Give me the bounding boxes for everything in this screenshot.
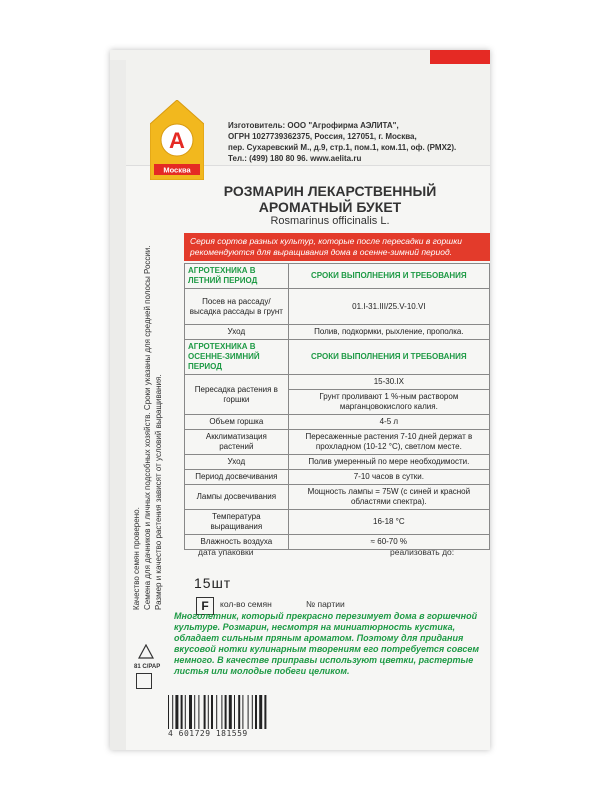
maker-line: пер. Сухаревский М., д.9, стр.1, пом.1, ком.11, оф. (РМХ2).	[228, 143, 457, 152]
barcode-bar	[248, 695, 249, 729]
summer-header: АГРОТЕХНИКА В ЛЕТНИЙ ПЕРИОД	[185, 264, 289, 289]
transplant-note: Грунт проливают 1 %-ным раствором марганцовокислого калия.	[288, 390, 489, 415]
pot-value: 4-5 л	[288, 415, 489, 430]
barcode-number: 4 601729 181559	[168, 729, 248, 738]
maker-line: Изготовитель: ООО "Агрофирма АЭЛИТА",	[228, 121, 399, 130]
maker-line: Тел.: (499) 180 80 96. www.aelita.ru	[228, 154, 362, 163]
barcode-bar	[185, 695, 186, 729]
agrotech-table	[184, 263, 490, 550]
barcode-bar	[234, 695, 235, 729]
barcode-bar	[229, 695, 232, 729]
side-text-seeds: Семена для дачников и личных подсобных хозяйств. Сроки указаны для средней полосы России.	[143, 245, 152, 610]
terms-header: СРОКИ ВЫПОЛНЕНИЯ И ТРЕБОВАНИЯ	[288, 264, 489, 289]
red-corner-strip	[430, 50, 490, 64]
barcode-bar	[264, 695, 266, 729]
latin-name: Rosmarinus officinalis L.	[270, 215, 390, 227]
batch-label: № партии	[306, 599, 345, 609]
barcode-bar	[189, 695, 192, 729]
humid-value: ≈ 60-70 %	[288, 535, 489, 550]
f-mark-icon: F	[196, 597, 214, 615]
title-line-1: РОЗМАРИН ЛЕКАРСТВЕННЫЙ	[223, 183, 437, 199]
seed-packet	[110, 50, 490, 750]
terms-header-2: СРОКИ ВЫПОЛНЕНИЯ И ТРЕБОВАНИЯ	[288, 340, 489, 375]
care-label: Уход	[185, 325, 289, 340]
care2-label: Уход	[185, 455, 289, 470]
brand-logo	[150, 100, 204, 180]
pot-label: Объем горшка	[185, 415, 289, 430]
pack-date-label: дата упаковки	[198, 547, 254, 557]
temp-label: Температура выращивания	[185, 510, 289, 535]
product-description: Многолетник, который прекрасно перезимует дома в горшечной культуре. Розмарин, несмотря на миниатюрность кустика, обладает сильным пряным ароматом. Поэтому для придания вкусовой нотки кулинарным творениям его потребуется совсем немного. В качестве приправы используют цветки, растертые листья или молодые побеги целиком.	[174, 611, 480, 676]
barcode-bar	[255, 695, 257, 729]
barcode-bar	[242, 695, 243, 729]
acclim-value: Пересаженные растения 7-10 дней держат в прохладном (10-12 °С), светлом месте.	[288, 430, 489, 455]
barcode-bar	[211, 695, 213, 729]
barcode-bar	[216, 695, 217, 729]
seed-count-label: кол-во семян	[220, 599, 272, 609]
barcode-icon	[166, 695, 284, 729]
recycle-icon	[138, 644, 154, 660]
side-strip	[110, 60, 126, 750]
lamp-value: Мощность лампы = 75W (с синей и красной областями спектра).	[288, 485, 489, 510]
series-note: Серия сортов разных культур, которые после пересадки в горшки рекомендуются для выращивания дома в осенне-зимний период.	[184, 233, 490, 261]
barcode-bar	[225, 695, 227, 729]
recycle-code: 81 C/PAP	[134, 664, 161, 670]
barcode-bar	[175, 695, 178, 729]
care2-value: Полив умеренный по мере необходимости.	[288, 455, 489, 470]
sowing-label: Посев на рассаду/ высадка рассады в грунт	[185, 289, 289, 325]
transplant-dates: 15-30.IX	[288, 375, 489, 390]
maker-line: ОГРН 1027739362375, Россия, 127051, г. Москва,	[228, 132, 417, 141]
transplant-label: Пересадка растения в горшки	[185, 375, 289, 415]
sell-by-label: реализовать до:	[390, 547, 455, 557]
care-value: Полив, подкормки, рыхление, прополка.	[288, 325, 489, 340]
barcode-bar	[208, 695, 209, 729]
barcode-bar	[238, 695, 240, 729]
barcode-bar	[168, 695, 169, 729]
product-title	[170, 183, 490, 215]
side-text-size: Размер и качество растения зависят от условий выращивания.	[154, 374, 163, 610]
barcode-bar	[194, 695, 195, 729]
manufacturer-info	[228, 120, 478, 164]
barcode-bar	[172, 695, 173, 729]
sowing-value: 01.I-31.III/25.V-10.VI	[288, 289, 489, 325]
seed-quantity: 15шт	[194, 575, 232, 591]
logo-city: Москва	[163, 165, 191, 175]
barcode-bar	[221, 695, 222, 729]
logo-letter: А	[169, 128, 185, 153]
lamp-label: Лампы досвечивания	[185, 485, 289, 510]
barcode-bar	[198, 695, 199, 729]
acclim-label: Акклиматизация растений	[185, 430, 289, 455]
barcode-bar	[259, 695, 262, 729]
humid-label: Влажность воздуха	[185, 535, 289, 550]
light-value: 7-10 часов в сутки.	[288, 470, 489, 485]
light-label: Период досвечивания	[185, 470, 289, 485]
autumn-header: АГРОТЕХНИКА В ОСЕННЕ-ЗИМНИЙ ПЕРИОД	[185, 340, 289, 375]
barcode-bar	[204, 695, 206, 729]
barcode-bar	[252, 695, 253, 729]
temp-value: 16-18 °С	[288, 510, 489, 535]
side-text-quality: Качество семян проверено.	[132, 507, 141, 610]
food-safe-icon	[136, 673, 152, 689]
barcode-bar	[181, 695, 183, 729]
title-line-2: АРОМАТНЫЙ БУКЕТ	[258, 199, 402, 215]
